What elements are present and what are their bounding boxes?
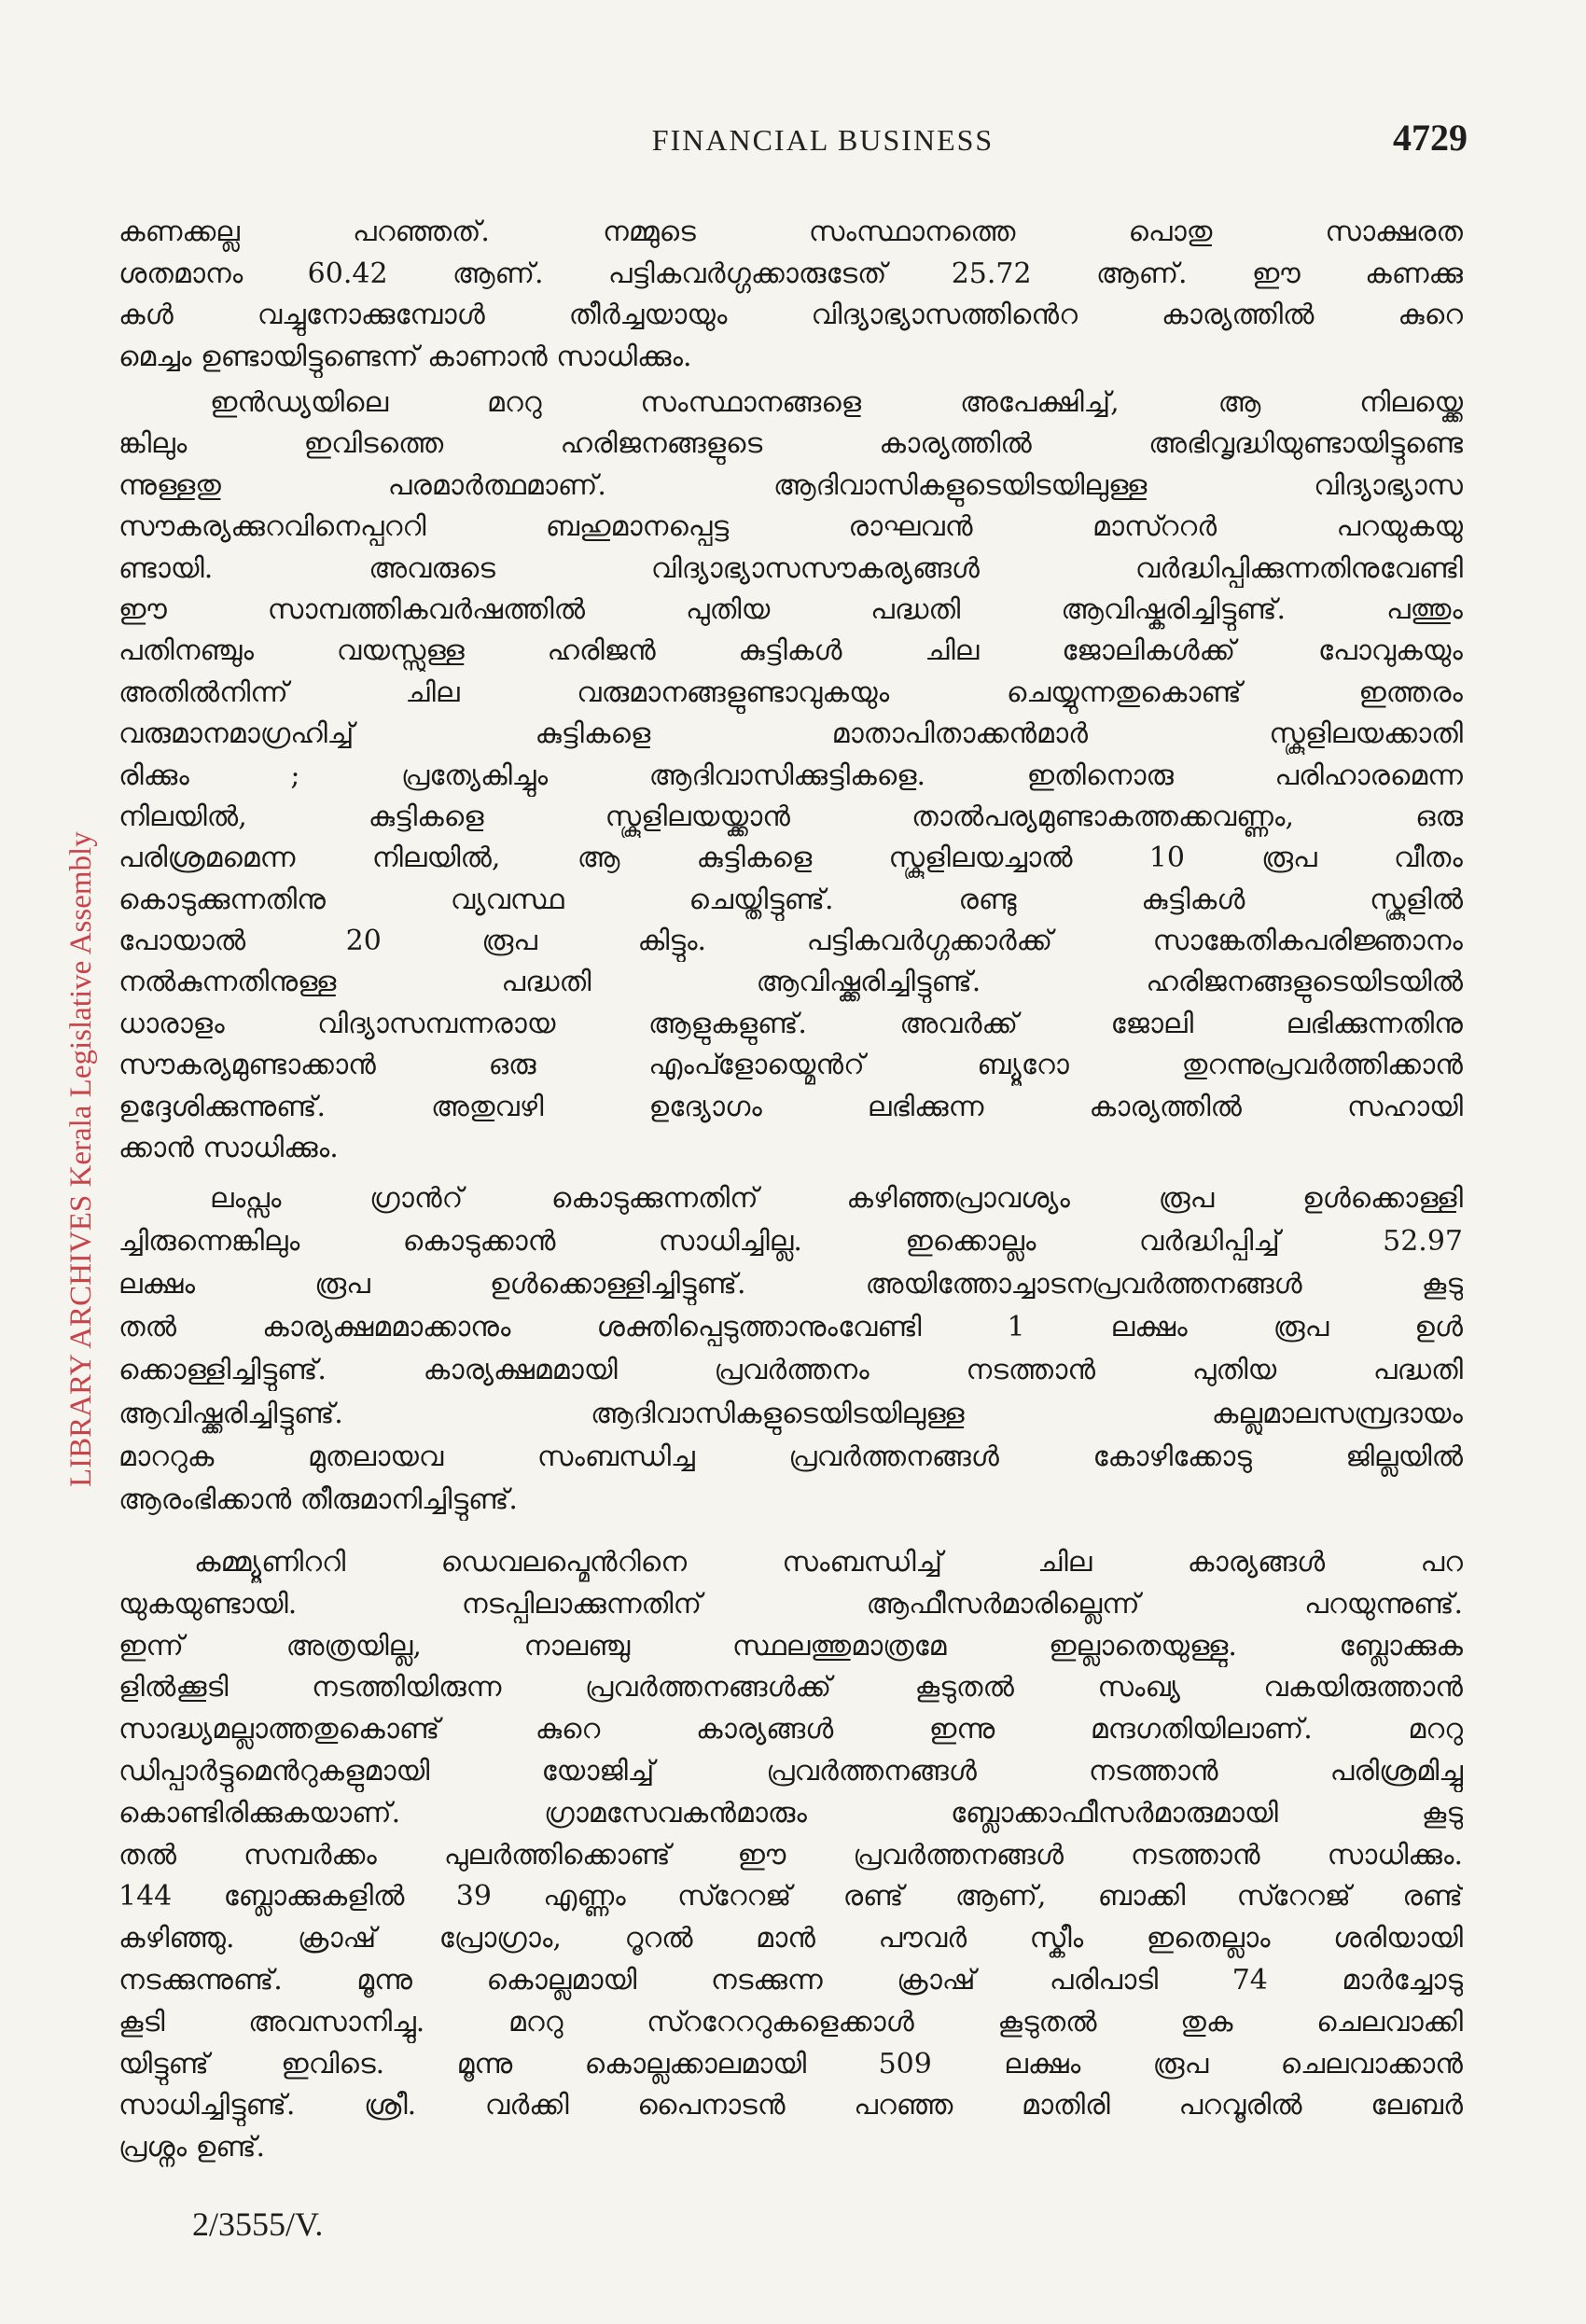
text-line: ണ്ടായി. അവരുടെ വിദ്യാഭ്യാസസൗകര്യങ്ങൾ വർദ്ധിപ്പിക്കുന്നതിനുവേണ്ടി (118, 552, 1463, 585)
text-line: നൽകുന്നതിനുള്ള പദ്ധതി ആവിഷ്ക്കരിച്ചിട്ടുണ്ട്. ഹരിജനങ്ങളുടെയിടയിൽ (118, 966, 1463, 998)
text-line: സാദ്ധ്യമല്ലാത്തതുകൊണ്ട് കുറെ കാര്യങ്ങൾ ഇന്നു മന്ദഗതിയിലാണ്. മററു (118, 1713, 1463, 1746)
text-line: രിക്കും ; പ്രത്യേകിച്ചും ആദിവാസിക്കുട്ടികളെ. ഇതിനൊരു പരിഹാരമെന്ന (118, 759, 1463, 792)
text-line: മാററുക മുതലായവ സംബന്ധിച്ച പ്രവർത്തനങ്ങൾ കോഴിക്കോടു ജില്ലയിൽ (118, 1440, 1463, 1473)
text-line: ന്നുള്ളതു പരമാർത്ഥമാണ്. ആദിവാസികളുടെയിടയിലുള്ള വിദ്യാഭ്യാസ (118, 469, 1463, 502)
text-line: ക്കൊള്ളിച്ചിട്ടുണ്ട്. കാര്യക്ഷമമായി പ്രവർത്തനം നടത്താൻ പുതിയ പദ്ധതി (118, 1354, 1463, 1386)
text-line: 144 ബ്ലോക്കുകളിൽ 39 എണ്ണം സ്റേറജ് രണ്ട് ആണ്, ബാക്കി സ്റേറജ് രണ്ട് (118, 1880, 1463, 1913)
text-line: കൊടുക്കുന്നതിനു വ്യവസ്ഥ ചെയ്തിട്ടുണ്ട്. രണ്ടു കുട്ടികൾ സ്കൂളിൽ (118, 884, 1463, 916)
text-line: ശതമാനം 60.42 ആണ്. പട്ടികവർഗ്ഗക്കാരുടേത് 25.72 ആണ്. ഈ കണക്കു (118, 257, 1463, 290)
text-line: ഇന്ന് അത്രയില്ല, നാലഞ്ചു സ്ഥലത്തുമാത്രമേ ഇല്ലാതെയുള്ളു. ബ്ലോക്കുക (118, 1630, 1463, 1663)
text-line: ഉദ്ദേശിക്കുന്നുണ്ട്. അതുവഴി ഉദ്യോഗം ലഭിക്കുന്ന കാര്യത്തിൽ സഹായി (118, 1091, 1463, 1123)
text-line: തൽ സമ്പർക്കം പുലർത്തിക്കൊണ്ട് ഈ പ്രവർത്തനങ്ങൾ നടത്താൻ സാധിക്കും. (118, 1839, 1463, 1872)
text-line: പ്രശ്നം ഉണ്ട്. (118, 2131, 266, 2164)
text-line: ലക്ഷം രൂപ ഉൾക്കൊള്ളിച്ചിട്ടുണ്ട്. അയിത്തോച്ചാടനപ്രവർത്തനങ്ങൾ കൂടു (118, 1268, 1463, 1301)
text-line: ളിൽക്കൂടി നടത്തിയിരുന്ന പ്രവർത്തനങ്ങൾക്ക് കൂടുതൽ സംഖ്യ വകയിരുത്താൻ (118, 1671, 1463, 1704)
text-line: ച്ചിരുന്നെങ്കിലും കൊടുക്കാൻ സാധിച്ചില്ല. ഇക്കൊല്ലം വർദ്ധിപ്പിച്ച് 52.97 (118, 1225, 1463, 1258)
text-line: മെച്ചം ഉണ്ടായിട്ടുണ്ടെന്ന് കാണാൻ സാധിക്കും. (118, 341, 692, 373)
text-line: ലംപ്സം ഗ്രാൻറ് കൊടുക്കുന്നതിന് കഴിഞ്ഞപ്രാവശ്യം രൂപ ഉൾക്കൊള്ളി (210, 1182, 1463, 1215)
text-line: കൾ വച്ചുനോക്കുമ്പോൾ തീർച്ചയായും വിദ്യാഭ്യാസത്തിൻെറ കാര്യത്തിൽ കുറെ (118, 299, 1463, 331)
text-line: വരുമാനമാഗ്രഹിച്ച് കുട്ടികളെ മാതാപിതാക്കൻമാർ സ്കൂളിലയക്കാതി (118, 717, 1463, 750)
text-line: പോയാൽ 20 രൂപ കിട്ടും. പട്ടികവർഗ്ഗക്കാർക്ക് സാങ്കേതികപരിജ്ഞാനം (118, 925, 1463, 957)
text-line: പതിനഞ്ചും വയസ്സുള്ള ഹരിജൻ കുട്ടികൾ ചില ജോലികൾക്ക് പോവുകയും (118, 634, 1463, 667)
text-line: ആവിഷ്ക്കരിച്ചിട്ടുണ്ട്. ആദിവാസികളുടെയിടയിലുള്ള കല്ലുമാലസമ്പ്രദായം (118, 1398, 1463, 1430)
text-line: തൽ കാര്യക്ഷമമാക്കാനും ശക്തിപ്പെടുത്താനുംവേണ്ടി 1 ലക്ഷം രൂപ ഉൾ (118, 1311, 1463, 1343)
text-line: സാധിച്ചിട്ടുണ്ട്. ശ്രീ. വർക്കി പൈനാടൻ പറഞ്ഞ മാതിരി പറവൂരിൽ ലേബർ (118, 2089, 1463, 2122)
text-line: സൗകര്യമുണ്ടാക്കാൻ ഒരു എംപ്ളോയ്മെൻറ് ബ്യൂറോ തുറന്നുപ്രവർത്തിക്കാൻ (118, 1049, 1463, 1081)
text-line: കൂടി അവസാനിച്ചു. മററു സ്ററേററുകളെക്കാൾ കൂടുതൽ തുക ചെലവാക്കി (118, 2006, 1463, 2039)
text-line: യിട്ടുണ്ട് ഇവിടെ. മൂന്നു കൊല്ലക്കാലമായി 509 ലക്ഷം രൂപ ചെലവാക്കാൻ (118, 2048, 1463, 2080)
text-line: ആരംഭിക്കാൻ തീരുമാനിച്ചിട്ടുണ്ട്. (118, 1483, 518, 1516)
text-line: കമ്മ്യൂണിററി ഡെവലപ്മെൻറിനെ സംബന്ധിച്ച് ചില കാര്യങ്ങൾ പറ (194, 1546, 1463, 1579)
document-code: 2/3555/V. (192, 2206, 324, 2243)
text-line: ഈ സാമ്പത്തികവർഷത്തിൽ പുതിയ പദ്ധതി ആവിഷ്കരിച്ചിട്ടുണ്ട്. പത്തും (118, 593, 1463, 626)
text-line: സൗകര്യക്കുറവിനെപ്പററി ബഹുമാനപ്പെട്ട രാഘവൻ മാസ്ററർ പറയുകയു (118, 510, 1463, 543)
text-line: കണക്കല്ല പറഞ്ഞത്. നമ്മുടെ സംസ്ഥാനത്തെ പൊതു സാക്ഷരത (118, 216, 1463, 248)
running-title: FINANCIAL BUSINESS (651, 123, 995, 157)
page-number: 4729 (1393, 117, 1468, 159)
text-line: അതിൽനിന്ന് ചില വരുമാനങ്ങളുണ്ടാവുകയും ചെയ്യുന്നതുകൊണ്ട് ഇത്തരം (118, 676, 1463, 709)
text-line: യുകയുണ്ടായി. നടപ്പിലാക്കുന്നതിന് ആഫീസർമാരില്ലെന്ന് പറയുന്നുണ്ട്. (118, 1588, 1463, 1621)
text-line: കഴിഞ്ഞു. ക്രാഷ് പ്രോഗ്രാം, റൂറൽ മാൻ പൗവർ സ്കീം ഇതെല്ലാം ശരിയായി (118, 1922, 1463, 1955)
text-line: ഡിപ്പാർട്ടുമെൻറുകളുമായി യോജിച്ച് പ്രവർത്തനങ്ങൾ നടത്താൻ പരിശ്രമിച്ചു (118, 1755, 1463, 1788)
text-line: ഇൻഡ്യയിലെ മററു സംസ്ഥാനങ്ങളെ അപേക്ഷിച്ച്, ആ നിലയ്ക്കെ (210, 386, 1463, 419)
text-line: നടക്കുന്നുണ്ട്. മൂന്നു കൊല്ലമായി നടക്കുന്ന ക്രാഷ് പരിപാടി 74 മാർച്ചോടു (118, 1964, 1463, 1997)
text-line: ങ്കിലും ഇവിടത്തെ ഹരിജനങ്ങളുടെ കാര്യത്തിൽ അഭിവൃദ്ധിയുണ്ടായിട്ടുണ്ടെ (118, 427, 1463, 460)
text-line: കൊണ്ടിരിക്കുകയാണ്. ഗ്രാമസേവകൻമാരും ബ്ലോക്കാഫീസർമാരുമായി കൂടു (118, 1797, 1463, 1830)
text-line: പരിശ്രമമെന്ന നിലയിൽ, ആ കുട്ടികളെ സ്കൂളിലയച്ചാൽ 10 രൂപ വീതം (118, 842, 1463, 874)
text-line: ക്കാൻ സാധിക്കും. (118, 1132, 339, 1164)
text-line: നിലയിൽ, കുട്ടികളെ സ്കൂളിലയയ്ക്കാൻ താൽപര്യമുണ്ടാകത്തക്കവണ്ണം, ഒരു (118, 800, 1463, 833)
archive-watermark: LIBRARY ARCHIVES Kerala Legislative Assembly (64, 831, 98, 1488)
text-line: ധാരാളം വിദ്യാസമ്പന്നരായ ആളുകളുണ്ട്. അവർക്ക് ജോലി ലഭിക്കുന്നതിനു (118, 1008, 1463, 1040)
